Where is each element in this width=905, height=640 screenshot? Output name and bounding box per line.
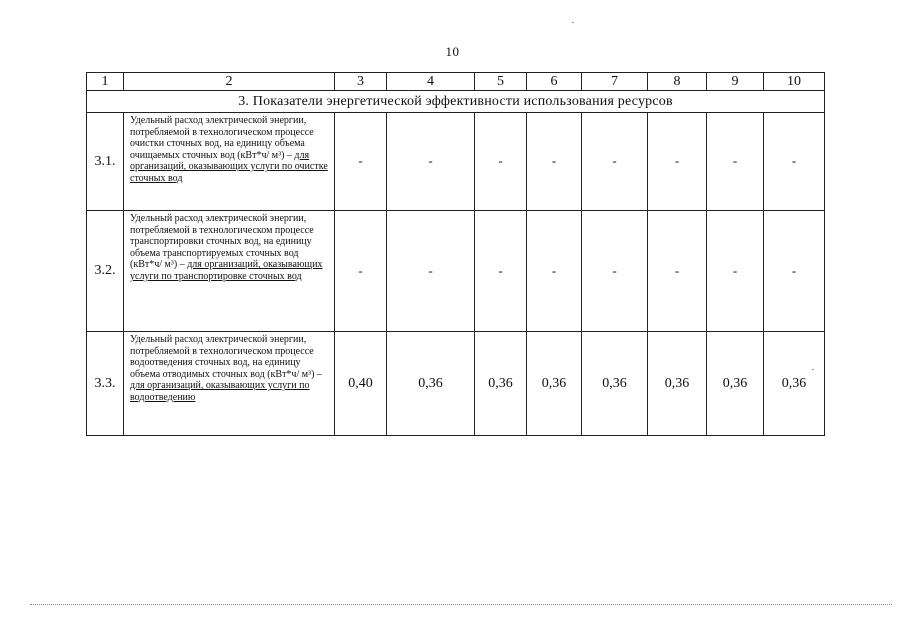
column-header: 1 (87, 73, 124, 91)
row-description (124, 332, 335, 436)
value: - (612, 262, 617, 278)
value-cell: 0,36 (475, 332, 527, 436)
description-underlined-text: для организаций, оказывающих услуги по водоотведению (130, 380, 310, 403)
value: - (498, 153, 503, 168)
value: - (428, 153, 433, 168)
value-cell (707, 211, 764, 332)
description-text: Удельный расход электрической энергии, потребляемой в технологическом процессе очистки сточных вод, на единицу объема очищаемых сточных вод (кВт*ч/ м³) – (130, 115, 314, 161)
value-cell (527, 211, 582, 332)
value-cell (335, 211, 387, 332)
value: - (551, 262, 557, 278)
description-text: Удельный расход электрической энергии, потребляемой в технологическом процессе транспортировки сточных вод, на единицу объема транспортируемых сточных вод (кВт*ч/ м³) – (130, 213, 314, 271)
value-cell (764, 211, 825, 332)
value: - (791, 153, 797, 168)
value: - (674, 262, 680, 278)
column-number-header-row (87, 73, 825, 91)
indicators-table-container (86, 72, 824, 436)
description-underlined-text: для организаций, оказывающих услуги по транспортировке сточных вод (130, 259, 323, 282)
value-cell (648, 211, 707, 332)
column-header: 2 (124, 73, 335, 91)
scan-speck (812, 369, 814, 370)
value: - (428, 262, 433, 278)
value-cell (475, 211, 527, 332)
column-header: 6 (527, 73, 582, 91)
table-row (87, 332, 825, 436)
row-description (124, 113, 335, 211)
scan-edge-line (30, 604, 892, 605)
value: - (612, 153, 617, 168)
value-cell (387, 113, 475, 211)
value-cell: 0,36 (707, 332, 764, 436)
value: - (498, 262, 503, 278)
value: - (358, 153, 363, 168)
section-title-row (87, 91, 825, 113)
description-text: Удельный расход электрической энергии, потребляемой в технологическом процессе водоотведения сточных вод, на единицу объема отводимых сточных вод (кВт*ч/ м³) – (130, 334, 322, 380)
page-number: 10 (445, 44, 460, 59)
value-cell (582, 113, 648, 211)
value-cell (582, 211, 648, 332)
section-title: 3. Показатели энергетической эффективности использования ресурсов (87, 91, 825, 113)
description-underlined-text: для организаций, оказывающих услуги по очистке сточных вод (130, 149, 328, 184)
row-description (124, 211, 335, 332)
value-cell (475, 113, 527, 211)
column-header: 9 (707, 73, 764, 91)
table-row (87, 211, 825, 332)
value-cell (335, 113, 387, 211)
value: - (791, 262, 797, 278)
column-header: 3 (335, 73, 387, 91)
value-cell (707, 113, 764, 211)
column-header: 10 (764, 73, 825, 91)
column-header: 4 (387, 73, 475, 91)
value: - (732, 262, 738, 278)
value-cell: 0,36 (582, 332, 648, 436)
value-cell: 0,40 (335, 332, 387, 436)
value: - (551, 153, 557, 168)
scan-speck (572, 22, 574, 23)
row-number: 3.3. (87, 332, 124, 436)
value: - (358, 262, 363, 278)
column-header: 7 (582, 73, 648, 91)
value: - (732, 153, 738, 168)
row-number: 3.2. (87, 211, 124, 332)
value: - (674, 153, 680, 168)
value-cell (648, 113, 707, 211)
value-cell: 0,36 (764, 332, 825, 436)
value-cell: 0,36 (387, 332, 475, 436)
row-number: 3.1. (87, 113, 124, 211)
value-cell (527, 113, 582, 211)
value-cell (387, 211, 475, 332)
column-header: 8 (648, 73, 707, 91)
value-cell (764, 113, 825, 211)
table-row (87, 113, 825, 211)
value-cell: 0,36 (648, 332, 707, 436)
value-cell: 0,36 (527, 332, 582, 436)
column-header: 5 (475, 73, 527, 91)
indicators-table (86, 72, 825, 436)
